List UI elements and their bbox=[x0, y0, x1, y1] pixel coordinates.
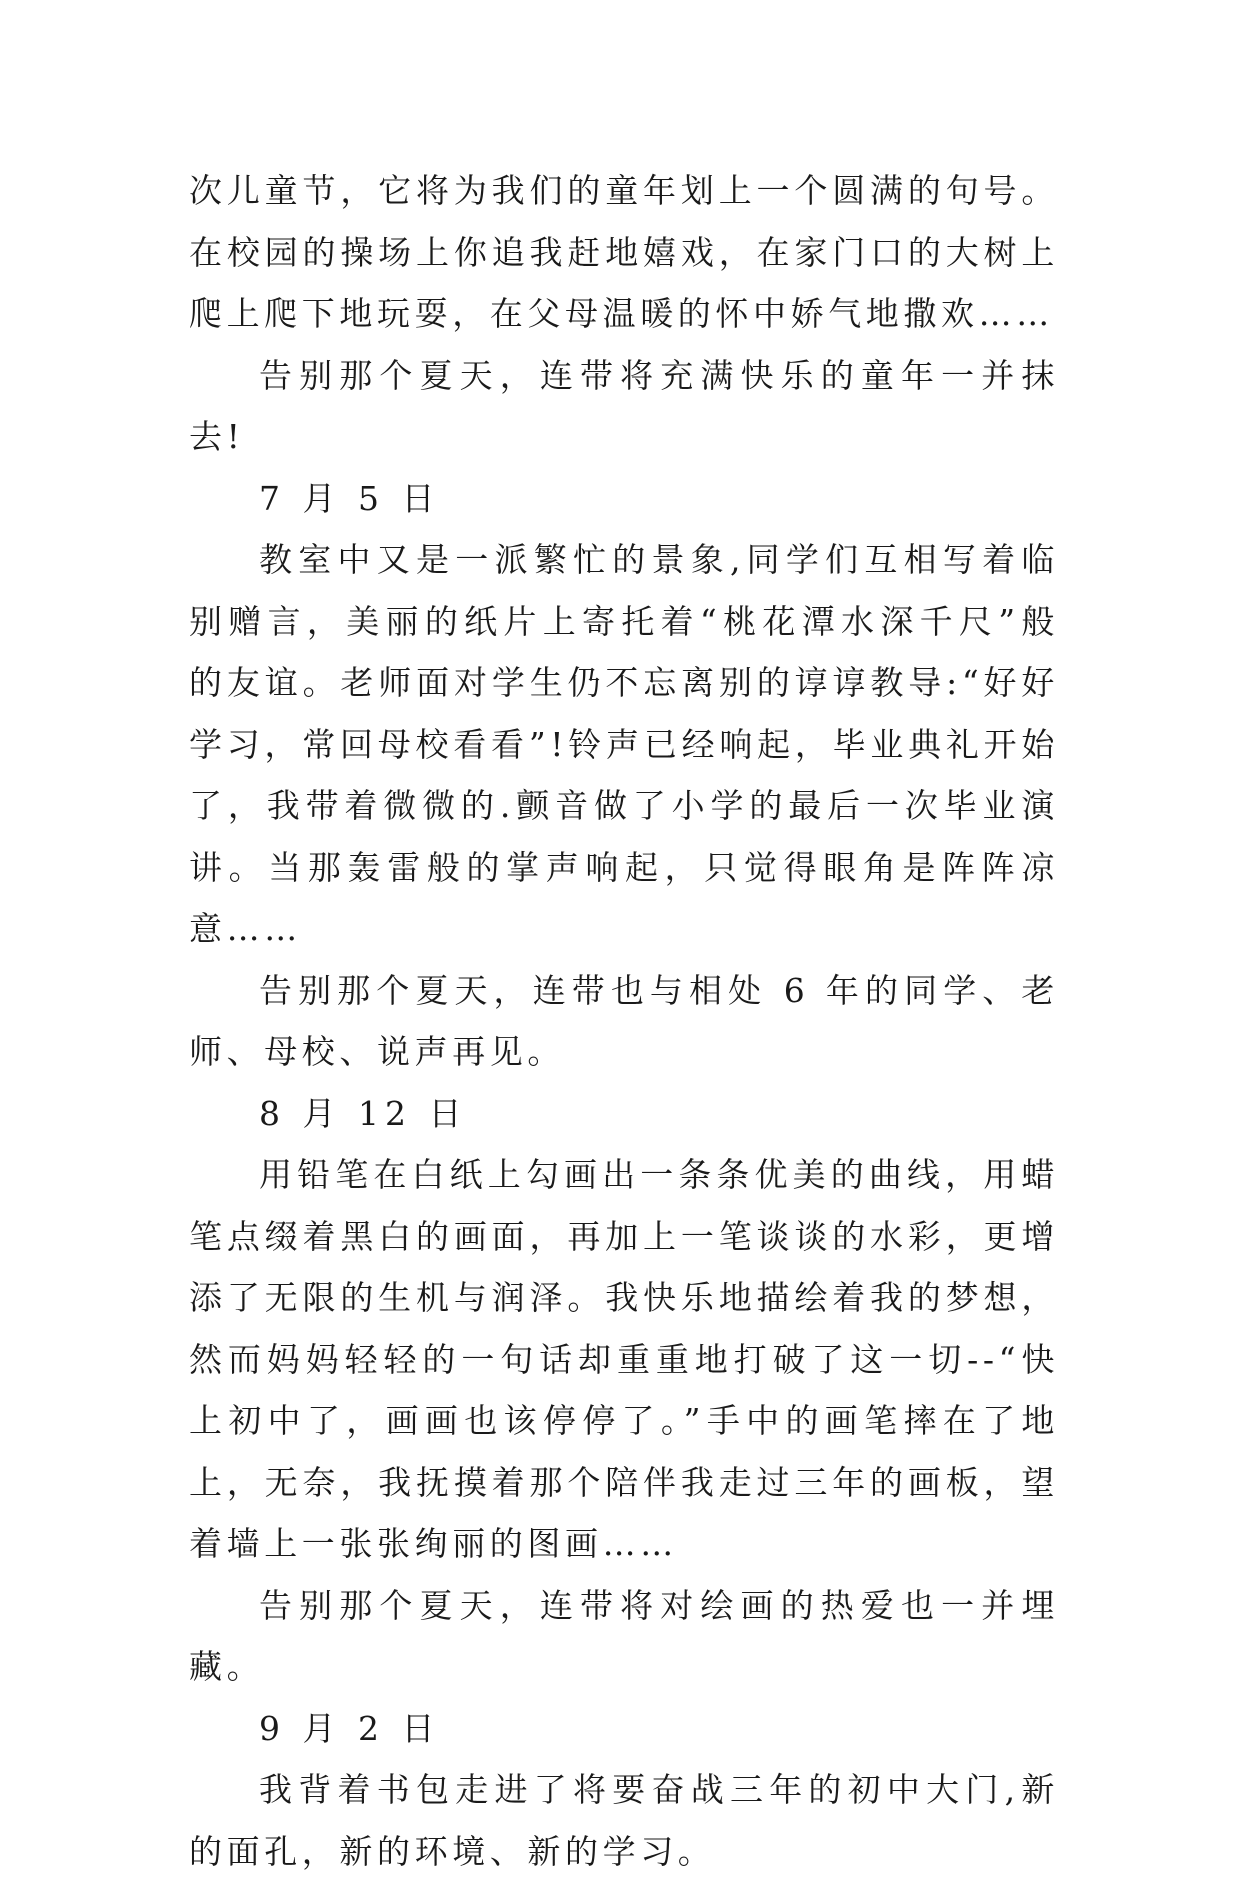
document-body bbox=[189, 160, 1059, 1882]
paragraph-graduation: 教室中又是一派繁忙的景象,同学们互相写着临别赠言，美丽的纸片上寄托着“桃花潭水深千尺”般的友谊。老师面对学生仍不忘离别的谆谆教导:“好好学习，常回母校看看”!铃声已经响起，毕业典礼开始了，我带着微微的.颤音做了小学的最后一次毕业演讲。当那轰雷般的掌声响起，只觉得眼角是阵阵凉意…… bbox=[189, 540, 1059, 948]
paragraph-farewell-drawing: 告别那个夏天，连带将对绘画的热爱也一并埋藏。 bbox=[189, 1585, 1059, 1686]
paragraph-farewell-childhood: 告别那个夏天，连带将充满快乐的童年一并抹去! bbox=[189, 355, 1059, 456]
paragraph-drawing: 用铅笔在白纸上勾画出一条条优美的曲线，用蜡笔点缀着黑白的画面，再加上一笔谈谈的水彩，更增添了无限的生机与润泽。我快乐地描绘着我的梦想，然而妈妈轻轻的一句话却重重地打破了这一切--“快上初中了，画画也该停停了。”手中的画笔摔在了地上，无奈，我抚摸着那个陪伴我走过三年的画板，望着墙上一张张绚丽的图画…… bbox=[189, 1155, 1059, 1563]
paragraph-middle-school: 我背着书包走进了将要奋战三年的初中大门,新的面孔，新的环境、新的学习。 bbox=[189, 1770, 1059, 1871]
date-heading-september-2: 9 月 2 日 bbox=[259, 1708, 441, 1748]
paragraph-continuation: 次儿童节，它将为我们的童年划上一个圆满的句号。在校园的操场上你追我赶地嬉戏，在家门口的大树上爬上爬下地玩耍，在父母温暖的怀中娇气地撒欢…… bbox=[189, 171, 1059, 333]
date-heading-july-5: 7 月 5 日 bbox=[259, 478, 441, 518]
date-heading-august-12: 8 月 12 日 bbox=[259, 1093, 468, 1133]
paragraph-farewell-classmates: 告别那个夏天，连带也与相处 6 年的同学、老师、母校、说声再见。 bbox=[189, 970, 1059, 1071]
